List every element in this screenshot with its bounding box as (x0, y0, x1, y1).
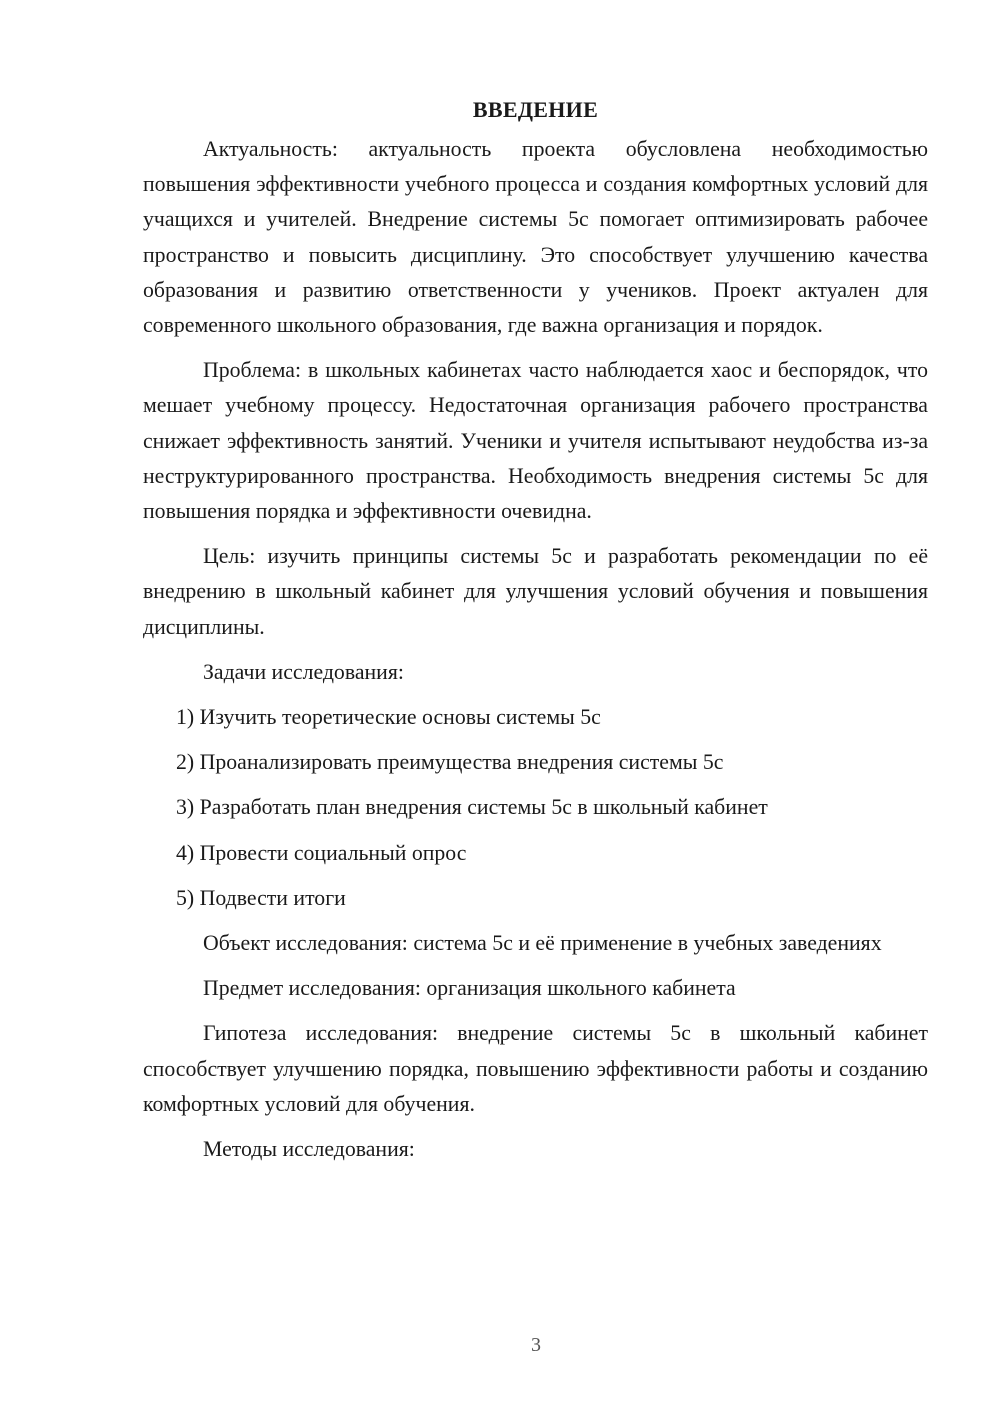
relevance-paragraph: Актуальность: актуальность проекта обусловлена необходимостью повышения эффективности учебного процесса и создания комфортных условий для учащихся и учителей. Внедрение системы 5с помогает оптимизировать рабочее пространство и повысить дисциплину. Это способствует улучшению качества образования и развитию ответственности у учеников. Проект актуален для современного школьного образования, где важна организация и порядок. (143, 137, 928, 338)
tasks-list (143, 700, 928, 916)
tasks-heading: Задачи исследования: (203, 659, 404, 684)
methods-heading: Методы исследования: (203, 1137, 415, 1162)
goal-paragraph: Цель: изучить принципы системы 5с и разработать рекомендации по её внедрению в школьный кабинет для улучшения условий обучения и повышения дисциплины. (143, 544, 928, 639)
list-item: 4) Провести социальный опрос (176, 840, 467, 865)
hypothesis-paragraph: Гипотеза исследования: внедрение системы 5с в школьный кабинет способствует улучшению порядка, повышению эффективности работы и созданию комфортных условий для обучения. (143, 1021, 928, 1116)
list-item: 3) Разработать план внедрения системы 5с в школьный кабинет (176, 795, 768, 820)
list-item: 5) Подвести итоги (176, 885, 346, 910)
list-item: 2) Проанализировать преимущества внедрения системы 5с (176, 750, 724, 775)
object-paragraph: Объект исследования: система 5с и её применение в учебных заведениях (203, 931, 882, 956)
problem-paragraph: Проблема: в школьных кабинетах часто наблюдается хаос и беспорядок, что мешает учебному процессу. Недостаточная организация рабочего пространства снижает эффективность занятий. Ученики и учителя испытывают неудобства из-за неструктурированного пространства. Необходимость внедрения системы 5с для повышения порядка и эффективности очевидна. (143, 358, 928, 524)
page-number: 3 (531, 1334, 541, 1356)
subject-paragraph: Предмет исследования: организация школьного кабинета (203, 976, 736, 1001)
list-item: 1) Изучить теоретические основы системы 5с (176, 705, 601, 730)
document-page (143, 92, 928, 1177)
page-title: ВВЕДЕНИЕ (472, 97, 599, 122)
